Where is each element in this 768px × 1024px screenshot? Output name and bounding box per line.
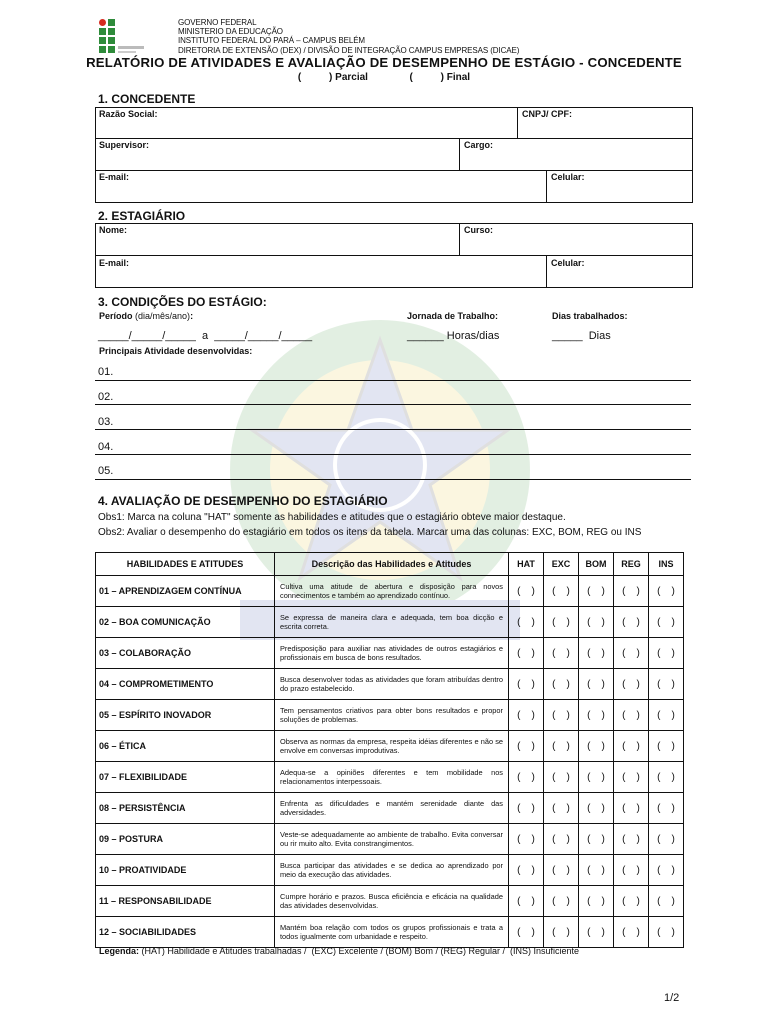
- atividade-line-04[interactable]: 04.: [98, 441, 114, 453]
- col-header: INS: [649, 553, 684, 576]
- jornada-label: Jornada de Trabalho:: [407, 311, 499, 321]
- rating-ins-option[interactable]: ( ): [649, 731, 684, 762]
- rating-hat-option[interactable]: ( ): [509, 731, 544, 762]
- rating-exc-option[interactable]: ( ): [544, 576, 579, 607]
- habilidade-name: 07 – FLEXIBILIDADE: [96, 762, 275, 793]
- institution-header: [178, 18, 519, 55]
- rating-ins-option[interactable]: ( ): [649, 700, 684, 731]
- rating-hat-option[interactable]: ( ): [509, 855, 544, 886]
- cargo-field[interactable]: Cargo:: [464, 140, 493, 150]
- rating-bom-option[interactable]: ( ): [579, 917, 614, 948]
- rating-hat-option[interactable]: ( ): [509, 917, 544, 948]
- evaluation-table: [95, 552, 684, 948]
- habilidade-description: Veste-se adequadamente ao ambiente de trabalho. Evita conversar ou rir muito alto. Evita constrangimentos.: [275, 824, 509, 855]
- atividades-label: Principais Atividade desenvolvidas:: [99, 346, 253, 356]
- rating-bom-option[interactable]: ( ): [579, 886, 614, 917]
- habilidade-description: Observa as normas da empresa, respeita idéias diferentes e não se envolve em conversas improdutivas.: [275, 731, 509, 762]
- table-row: [96, 762, 684, 793]
- rating-hat-option[interactable]: ( ): [509, 638, 544, 669]
- col-header: EXC: [544, 553, 579, 576]
- ifpa-logo: [98, 18, 148, 56]
- habilidade-description: Adequa-se a opiniões diferentes e tem mobilidade nos relacionamentos interpessoais.: [275, 762, 509, 793]
- habilidade-description: Tem pensamentos criativos para obter bons resultados e propor soluções de problemas.: [275, 700, 509, 731]
- atividade-line-05[interactable]: 05.: [98, 465, 114, 477]
- rating-exc-option[interactable]: ( ): [544, 855, 579, 886]
- col-header: HABILIDADES E ATITUDES: [96, 553, 275, 576]
- header-line: MINISTERIO DA EDUCAÇÃO: [178, 27, 283, 37]
- rating-ins-option[interactable]: ( ): [649, 576, 684, 607]
- habilidade-name: 10 – PROATIVIDADE: [96, 855, 275, 886]
- nome-field[interactable]: Nome:: [99, 225, 128, 235]
- page-number: 1/2: [664, 992, 680, 1004]
- habilidade-name: 03 – COLABORAÇÃO: [96, 638, 275, 669]
- rating-ins-option[interactable]: ( ): [649, 793, 684, 824]
- rating-hat-option[interactable]: ( ): [509, 576, 544, 607]
- horas-input[interactable]: ______ Horas/dias: [407, 330, 500, 342]
- concedente-celular-field[interactable]: Celular:: [551, 172, 585, 182]
- table-row: [96, 855, 684, 886]
- rating-exc-option[interactable]: ( ): [544, 917, 579, 948]
- habilidade-description: Enfrenta as dificuldades e mantém serenidade diante das adversidades.: [275, 793, 509, 824]
- rating-bom-option[interactable]: ( ): [579, 700, 614, 731]
- rating-reg-option[interactable]: ( ): [614, 731, 649, 762]
- rating-bom-option[interactable]: ( ): [579, 638, 614, 669]
- rating-hat-option[interactable]: ( ): [509, 824, 544, 855]
- rating-exc-option[interactable]: ( ): [544, 762, 579, 793]
- periodo-input[interactable]: _____/_____/_____ a _____/_____/_____: [98, 330, 313, 342]
- habilidade-name: 08 – PERSISTÊNCIA: [96, 793, 275, 824]
- concedente-box: [95, 107, 693, 203]
- supervisor-field[interactable]: Supervisor:: [99, 140, 150, 150]
- atividade-line-02[interactable]: 02.: [98, 391, 114, 403]
- rating-reg-option[interactable]: ( ): [614, 638, 649, 669]
- habilidade-name: 04 – COMPROMETIMENTO: [96, 669, 275, 700]
- dias-input[interactable]: _____ Dias: [552, 330, 611, 342]
- rating-ins-option[interactable]: ( ): [649, 855, 684, 886]
- rating-ins-option[interactable]: ( ): [649, 824, 684, 855]
- legend-text: (HAT) Habilidade e Atitudes trabalhadas / (EXC) Excelente / (BOM) Bom / (REG) Regular / (INS) Insuficiente: [139, 946, 580, 956]
- rating-bom-option[interactable]: ( ): [579, 607, 614, 638]
- habilidade-description: Se expressa de maneira clara e adequada, tem boa dicção e escrita correta.: [275, 607, 509, 638]
- habilidade-description: Busca participar das atividades e se dedica ao aprendizado por meio da execução das atividades.: [275, 855, 509, 886]
- col-header: BOM: [579, 553, 614, 576]
- table-row: [96, 731, 684, 762]
- table-row: [96, 607, 684, 638]
- col-header: Descrição das Habilidades e Atitudes: [275, 553, 509, 576]
- habilidade-name: 09 – POSTURA: [96, 824, 275, 855]
- header-line: INSTITUTO FEDERAL DO PARÁ – CAMPUS BELÉM: [178, 36, 366, 46]
- section-avaliacao-heading: 4. AVALIAÇÃO DE DESEMPENHO DO ESTAGIÁRIO: [98, 494, 388, 508]
- rating-bom-option[interactable]: ( ): [579, 731, 614, 762]
- rating-bom-option[interactable]: ( ): [579, 762, 614, 793]
- rating-ins-option[interactable]: ( ): [649, 762, 684, 793]
- rating-exc-option[interactable]: ( ): [544, 607, 579, 638]
- table-row: [96, 886, 684, 917]
- report-type: [0, 72, 768, 83]
- table-header-row: [96, 553, 684, 576]
- rating-exc-option[interactable]: ( ): [544, 824, 579, 855]
- rating-hat-option[interactable]: ( ): [509, 607, 544, 638]
- habilidade-name: 01 – APRENDIZAGEM CONTÍNUA: [96, 576, 275, 607]
- habilidade-name: 05 – ESPÍRITO INOVADOR: [96, 700, 275, 731]
- type-parcial-option[interactable]: ( ) Parcial: [297, 72, 368, 83]
- habilidade-name: 02 – BOA COMUNICAÇÃO: [96, 607, 275, 638]
- curso-field[interactable]: Curso:: [464, 225, 493, 235]
- rating-ins-option[interactable]: ( ): [649, 607, 684, 638]
- table-row: [96, 576, 684, 607]
- rating-reg-option[interactable]: ( ): [614, 607, 649, 638]
- estagiario-celular-field[interactable]: Celular:: [551, 258, 585, 268]
- legend-label: Legenda:: [99, 946, 140, 956]
- rating-ins-option[interactable]: ( ): [649, 669, 684, 700]
- rating-hat-option[interactable]: ( ): [509, 793, 544, 824]
- rating-reg-option[interactable]: ( ): [614, 700, 649, 731]
- table-row: [96, 700, 684, 731]
- rating-ins-option[interactable]: ( ): [649, 638, 684, 669]
- razao-social-field[interactable]: Razão Social:: [99, 109, 158, 119]
- col-header: HAT: [509, 553, 544, 576]
- habilidade-name: 12 – SOCIABILIDADES: [96, 917, 275, 948]
- rating-exc-option[interactable]: ( ): [544, 731, 579, 762]
- header-line: DIRETORIA DE EXTENSÃO (DEX) / DIVISÃO DE INTEGRAÇÃO CAMPUS EMPRESAS (DICAE): [178, 45, 520, 55]
- section-condicoes-heading: 3. CONDIÇÕES DO ESTÁGIO:: [98, 295, 267, 309]
- rating-exc-option[interactable]: ( ): [544, 638, 579, 669]
- estagiario-email-field[interactable]: E-mail:: [99, 258, 130, 268]
- habilidade-description: Predisposição para auxiliar nas atividades de outros estagiários e profissionais em busca de bons resultados.: [275, 638, 509, 669]
- rating-bom-option[interactable]: ( ): [579, 793, 614, 824]
- atividade-line-03[interactable]: 03.: [98, 416, 114, 428]
- periodo-label: Período (dia/mês/ano):: [99, 311, 194, 321]
- rating-bom-option[interactable]: ( ): [579, 855, 614, 886]
- document-title: RELATÓRIO DE ATIVIDADES E AVALIAÇÃO DE DESEMPENHO DE ESTÁGIO - CONCEDENTE: [86, 55, 682, 70]
- rating-reg-option[interactable]: ( ): [614, 886, 649, 917]
- concedente-email-field[interactable]: E-mail:: [99, 172, 130, 182]
- section-estagiario-heading: 2. ESTAGIÁRIO: [98, 209, 186, 223]
- rating-exc-option[interactable]: ( ): [544, 669, 579, 700]
- section-concedente-heading: 1. CONCEDENTE: [98, 92, 196, 106]
- table-row: [96, 669, 684, 700]
- table-row: [96, 638, 684, 669]
- rating-ins-option[interactable]: ( ): [649, 917, 684, 948]
- rating-hat-option[interactable]: ( ): [509, 762, 544, 793]
- legend: [99, 946, 579, 956]
- type-final-option[interactable]: ( ) Final: [409, 72, 471, 83]
- rating-reg-option[interactable]: ( ): [614, 824, 649, 855]
- rating-exc-option[interactable]: ( ): [544, 793, 579, 824]
- cnpj-field[interactable]: CNPJ/ CPF:: [522, 109, 573, 119]
- rating-reg-option[interactable]: ( ): [614, 855, 649, 886]
- rating-bom-option[interactable]: ( ): [579, 824, 614, 855]
- table-row: [96, 917, 684, 948]
- rating-hat-option[interactable]: ( ): [509, 700, 544, 731]
- header-line: GOVERNO FEDERAL: [178, 18, 257, 27]
- habilidade-description: Cultiva uma atitude de abertura e disposição para novos connecimentos e também ao aprendizado contínuo.: [275, 576, 509, 607]
- obs1-text: Obs1: Marca na coluna "HAT" somente as habilidades e atitudes que o estagiário obteve maior destaque.: [98, 512, 566, 523]
- rating-reg-option[interactable]: ( ): [614, 793, 649, 824]
- table-row: [96, 824, 684, 855]
- rating-exc-option[interactable]: ( ): [544, 700, 579, 731]
- table-row: [96, 793, 684, 824]
- obs2-text: Obs2: Avaliar o desempenho do estagiário em todos os itens da tabela. Marcar uma das colunas: EXC, BOM, REG ou INS: [98, 527, 642, 538]
- atividade-line-01[interactable]: 01.: [98, 366, 114, 378]
- rating-reg-option[interactable]: ( ): [614, 669, 649, 700]
- rating-bom-option[interactable]: ( ): [579, 669, 614, 700]
- habilidade-description: Mantém boa relação com todos os grupos profissionais e trata a todos igualmente com urbanidade e respeito.: [275, 917, 509, 948]
- rating-exc-option[interactable]: ( ): [544, 886, 579, 917]
- dias-label: Dias trabalhados:: [552, 311, 628, 321]
- habilidade-description: Cumpre horário e prazos. Busca eficiência e eficácia na qualidade das atividades desenvolvidas.: [275, 886, 509, 917]
- habilidade-name: 06 – ÉTICA: [96, 731, 275, 762]
- rating-reg-option[interactable]: ( ): [614, 762, 649, 793]
- rating-reg-option[interactable]: ( ): [614, 917, 649, 948]
- rating-ins-option[interactable]: ( ): [649, 886, 684, 917]
- habilidade-description: Busca desenvolver todas as atividades que foram atribuídas dentro do prazo estabelecido.: [275, 669, 509, 700]
- rating-hat-option[interactable]: ( ): [509, 669, 544, 700]
- rating-reg-option[interactable]: ( ): [614, 576, 649, 607]
- rating-bom-option[interactable]: ( ): [579, 576, 614, 607]
- rating-hat-option[interactable]: ( ): [509, 886, 544, 917]
- evaluation-table-body: [96, 576, 684, 948]
- habilidade-name: 11 – RESPONSABILIDADE: [96, 886, 275, 917]
- col-header: REG: [614, 553, 649, 576]
